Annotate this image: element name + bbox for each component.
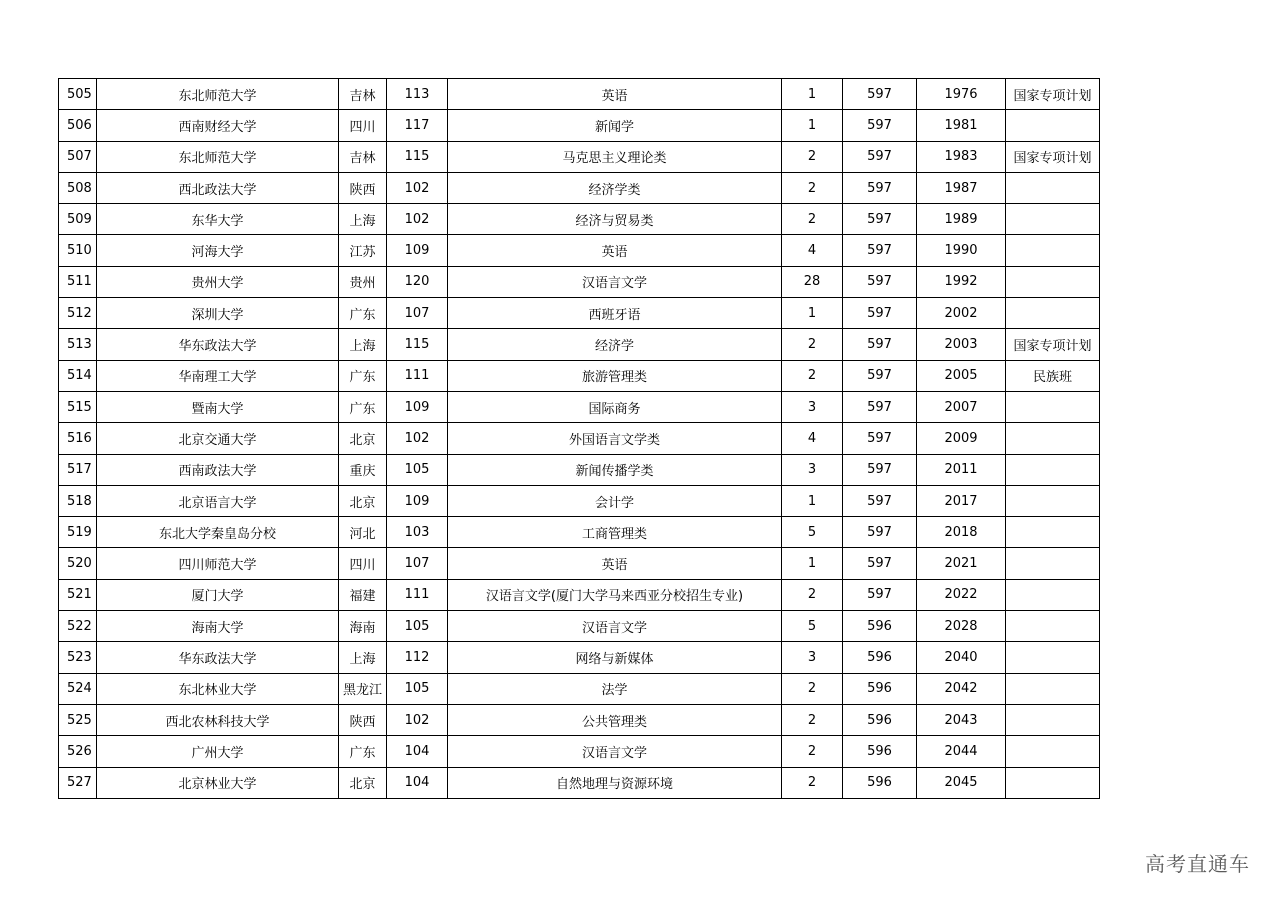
cell-university-name: 东华大学 [97,204,339,235]
cell-university-name: 西北农林科技大学 [97,704,339,735]
table-row [59,548,1100,579]
cell-min-rank: 1989 [917,204,1006,235]
table-row [59,642,1100,673]
cell-province: 陕西 [339,704,387,735]
table-row [59,517,1100,548]
cell-min-score: 597 [843,172,917,203]
cell-min-rank: 2022 [917,579,1006,610]
cell-min-rank: 2043 [917,704,1006,735]
table-row [59,423,1100,454]
cell-province: 江苏 [339,235,387,266]
cell-major-name: 外国语言文学类 [448,423,782,454]
table-row [59,360,1100,391]
cell-min-score: 597 [843,517,917,548]
cell-province: 重庆 [339,454,387,485]
cell-remark: 民族班 [1006,360,1100,391]
cell-province: 陕西 [339,172,387,203]
cell-university-name: 河海大学 [97,235,339,266]
table-row [59,141,1100,172]
cell-admit-count: 2 [782,579,843,610]
cell-row-index: 520 [59,548,97,579]
table-row [59,485,1100,516]
cell-row-index: 514 [59,360,97,391]
cell-row-index: 506 [59,110,97,141]
cell-min-rank: 2003 [917,329,1006,360]
cell-university-name: 西北政法大学 [97,172,339,203]
cell-min-rank: 1992 [917,266,1006,297]
cell-major-name: 经济学类 [448,172,782,203]
cell-province: 福建 [339,579,387,610]
cell-major-name: 汉语言文学(厦门大学马来西亚分校招生专业) [448,579,782,610]
cell-admit-count: 3 [782,642,843,673]
cell-major-name: 英语 [448,79,782,110]
cell-university-name: 东北师范大学 [97,141,339,172]
cell-row-index: 510 [59,235,97,266]
cell-university-name: 深圳大学 [97,298,339,329]
cell-min-rank: 2021 [917,548,1006,579]
cell-major-group-code: 109 [387,485,448,516]
cell-major-group-code: 112 [387,642,448,673]
cell-province: 黑龙江 [339,673,387,704]
cell-admit-count: 2 [782,767,843,798]
cell-remark [1006,642,1100,673]
cell-major-name: 汉语言文学 [448,736,782,767]
cell-university-name: 华东政法大学 [97,329,339,360]
table-row [59,673,1100,704]
cell-major-group-code: 109 [387,235,448,266]
cell-major-group-code: 117 [387,110,448,141]
cell-min-rank: 2040 [917,642,1006,673]
cell-admit-count: 1 [782,485,843,516]
cell-university-name: 华南理工大学 [97,360,339,391]
cell-row-index: 517 [59,454,97,485]
cell-min-rank: 2009 [917,423,1006,454]
cell-row-index: 524 [59,673,97,704]
cell-row-index: 521 [59,579,97,610]
cell-min-score: 596 [843,736,917,767]
cell-admit-count: 3 [782,391,843,422]
cell-admit-count: 5 [782,611,843,642]
cell-province: 贵州 [339,266,387,297]
cell-major-name: 汉语言文学 [448,266,782,297]
table-row [59,235,1100,266]
cell-major-group-code: 105 [387,454,448,485]
cell-row-index: 519 [59,517,97,548]
cell-remark: 国家专项计划 [1006,329,1100,360]
cell-university-name: 西南政法大学 [97,454,339,485]
table-row [59,266,1100,297]
cell-min-rank: 2045 [917,767,1006,798]
cell-row-index: 522 [59,611,97,642]
table-row [59,79,1100,110]
cell-min-score: 596 [843,767,917,798]
cell-min-rank: 1981 [917,110,1006,141]
cell-admit-count: 2 [782,704,843,735]
cell-remark [1006,235,1100,266]
cell-min-rank: 2005 [917,360,1006,391]
cell-major-name: 国际商务 [448,391,782,422]
cell-major-name: 英语 [448,235,782,266]
cell-row-index: 523 [59,642,97,673]
cell-admit-count: 2 [782,204,843,235]
cell-min-rank: 2002 [917,298,1006,329]
cell-min-score: 596 [843,642,917,673]
cell-major-name: 西班牙语 [448,298,782,329]
cell-province: 上海 [339,642,387,673]
cell-min-score: 597 [843,579,917,610]
cell-university-name: 四川师范大学 [97,548,339,579]
cell-major-name: 网络与新媒体 [448,642,782,673]
cell-admit-count: 2 [782,329,843,360]
cell-row-index: 509 [59,204,97,235]
cell-university-name: 华东政法大学 [97,642,339,673]
cell-remark [1006,485,1100,516]
cell-row-index: 512 [59,298,97,329]
cell-province: 河北 [339,517,387,548]
table-row [59,172,1100,203]
cell-min-score: 597 [843,360,917,391]
cell-major-group-code: 107 [387,548,448,579]
cell-major-name: 经济学 [448,329,782,360]
cell-admit-count: 5 [782,517,843,548]
cell-major-group-code: 104 [387,736,448,767]
cell-province: 广东 [339,360,387,391]
cell-remark [1006,673,1100,704]
cell-admit-count: 28 [782,266,843,297]
cell-major-name: 法学 [448,673,782,704]
cell-min-rank: 2042 [917,673,1006,704]
cell-major-group-code: 103 [387,517,448,548]
cell-min-score: 597 [843,485,917,516]
cell-min-score: 596 [843,611,917,642]
cell-min-score: 597 [843,141,917,172]
cell-remark [1006,704,1100,735]
table-row [59,611,1100,642]
cell-province: 吉林 [339,141,387,172]
cell-remark [1006,298,1100,329]
cell-admit-count: 3 [782,454,843,485]
cell-university-name: 广州大学 [97,736,339,767]
cell-major-name: 经济与贸易类 [448,204,782,235]
cell-remark [1006,172,1100,203]
cell-major-group-code: 102 [387,204,448,235]
cell-row-index: 513 [59,329,97,360]
cell-major-group-code: 107 [387,298,448,329]
cell-major-group-code: 120 [387,266,448,297]
table-body [59,79,1100,799]
cell-row-index: 525 [59,704,97,735]
cell-min-rank: 1976 [917,79,1006,110]
table-row [59,298,1100,329]
cell-row-index: 526 [59,736,97,767]
watermark-text: 高考直通车 [1145,852,1250,876]
cell-major-group-code: 113 [387,79,448,110]
cell-university-name: 海南大学 [97,611,339,642]
cell-row-index: 508 [59,172,97,203]
cell-min-rank: 2007 [917,391,1006,422]
cell-remark [1006,517,1100,548]
cell-min-score: 597 [843,235,917,266]
cell-province: 北京 [339,485,387,516]
cell-major-name: 英语 [448,548,782,579]
cell-province: 上海 [339,329,387,360]
cell-major-name: 会计学 [448,485,782,516]
cell-university-name: 北京林业大学 [97,767,339,798]
cell-university-name: 东北林业大学 [97,673,339,704]
table-row [59,767,1100,798]
table-row [59,329,1100,360]
table-row [59,704,1100,735]
cell-min-rank: 2017 [917,485,1006,516]
cell-min-score: 597 [843,79,917,110]
cell-remark: 国家专项计划 [1006,141,1100,172]
cell-admit-count: 1 [782,110,843,141]
cell-min-score: 597 [843,454,917,485]
cell-remark [1006,423,1100,454]
cell-min-rank: 1990 [917,235,1006,266]
cell-major-name: 马克思主义理论类 [448,141,782,172]
cell-remark [1006,736,1100,767]
table-row [59,736,1100,767]
cell-min-score: 597 [843,391,917,422]
cell-admit-count: 4 [782,235,843,266]
cell-province: 四川 [339,548,387,579]
cell-major-group-code: 104 [387,767,448,798]
cell-row-index: 516 [59,423,97,454]
cell-university-name: 北京交通大学 [97,423,339,454]
cell-min-score: 596 [843,673,917,704]
cell-admit-count: 1 [782,548,843,579]
cell-province: 四川 [339,110,387,141]
table-row [59,579,1100,610]
cell-min-rank: 1987 [917,172,1006,203]
table-row [59,391,1100,422]
cell-province: 海南 [339,611,387,642]
cell-remark [1006,110,1100,141]
cell-major-name: 工商管理类 [448,517,782,548]
cell-province: 北京 [339,767,387,798]
cell-admit-count: 2 [782,673,843,704]
table-row [59,204,1100,235]
cell-remark [1006,391,1100,422]
cell-admit-count: 4 [782,423,843,454]
cell-min-rank: 2028 [917,611,1006,642]
cell-major-name: 新闻学 [448,110,782,141]
cell-major-group-code: 105 [387,673,448,704]
cell-major-group-code: 109 [387,391,448,422]
cell-major-group-code: 111 [387,360,448,391]
cell-min-score: 597 [843,266,917,297]
cell-row-index: 511 [59,266,97,297]
cell-major-group-code: 102 [387,172,448,203]
cell-min-score: 597 [843,110,917,141]
cell-major-name: 公共管理类 [448,704,782,735]
cell-university-name: 北京语言大学 [97,485,339,516]
cell-major-group-code: 105 [387,611,448,642]
cell-row-index: 505 [59,79,97,110]
cell-major-group-code: 115 [387,329,448,360]
cell-university-name: 厦门大学 [97,579,339,610]
cell-row-index: 527 [59,767,97,798]
cell-min-rank: 1983 [917,141,1006,172]
cell-remark [1006,611,1100,642]
cell-remark [1006,454,1100,485]
cell-admit-count: 1 [782,79,843,110]
cell-min-rank: 2018 [917,517,1006,548]
cell-university-name: 东北大学秦皇岛分校 [97,517,339,548]
cell-province: 广东 [339,736,387,767]
cell-admit-count: 2 [782,172,843,203]
cell-min-score: 597 [843,329,917,360]
cell-remark: 国家专项计划 [1006,79,1100,110]
cell-admit-count: 2 [782,360,843,391]
cell-admit-count: 1 [782,298,843,329]
cell-remark [1006,767,1100,798]
cell-min-rank: 2044 [917,736,1006,767]
cell-row-index: 515 [59,391,97,422]
cell-province: 北京 [339,423,387,454]
cell-university-name: 贵州大学 [97,266,339,297]
cell-major-group-code: 111 [387,579,448,610]
cell-major-name: 自然地理与资源环境 [448,767,782,798]
cell-major-name: 新闻传播学类 [448,454,782,485]
table-row [59,110,1100,141]
cell-admit-count: 2 [782,141,843,172]
cell-major-name: 旅游管理类 [448,360,782,391]
admissions-table [58,78,1100,799]
cell-min-score: 597 [843,204,917,235]
cell-university-name: 西南财经大学 [97,110,339,141]
cell-min-score: 596 [843,704,917,735]
cell-major-name: 汉语言文学 [448,611,782,642]
cell-min-score: 597 [843,548,917,579]
cell-province: 广东 [339,391,387,422]
cell-row-index: 518 [59,485,97,516]
cell-remark [1006,266,1100,297]
cell-major-group-code: 102 [387,704,448,735]
cell-major-group-code: 115 [387,141,448,172]
cell-major-group-code: 102 [387,423,448,454]
cell-university-name: 东北师范大学 [97,79,339,110]
cell-min-rank: 2011 [917,454,1006,485]
cell-row-index: 507 [59,141,97,172]
cell-province: 吉林 [339,79,387,110]
cell-remark [1006,204,1100,235]
cell-province: 上海 [339,204,387,235]
cell-min-score: 597 [843,298,917,329]
cell-admit-count: 2 [782,736,843,767]
cell-university-name: 暨南大学 [97,391,339,422]
cell-province: 广东 [339,298,387,329]
table-row [59,454,1100,485]
cell-remark [1006,548,1100,579]
cell-remark [1006,579,1100,610]
cell-min-score: 597 [843,423,917,454]
